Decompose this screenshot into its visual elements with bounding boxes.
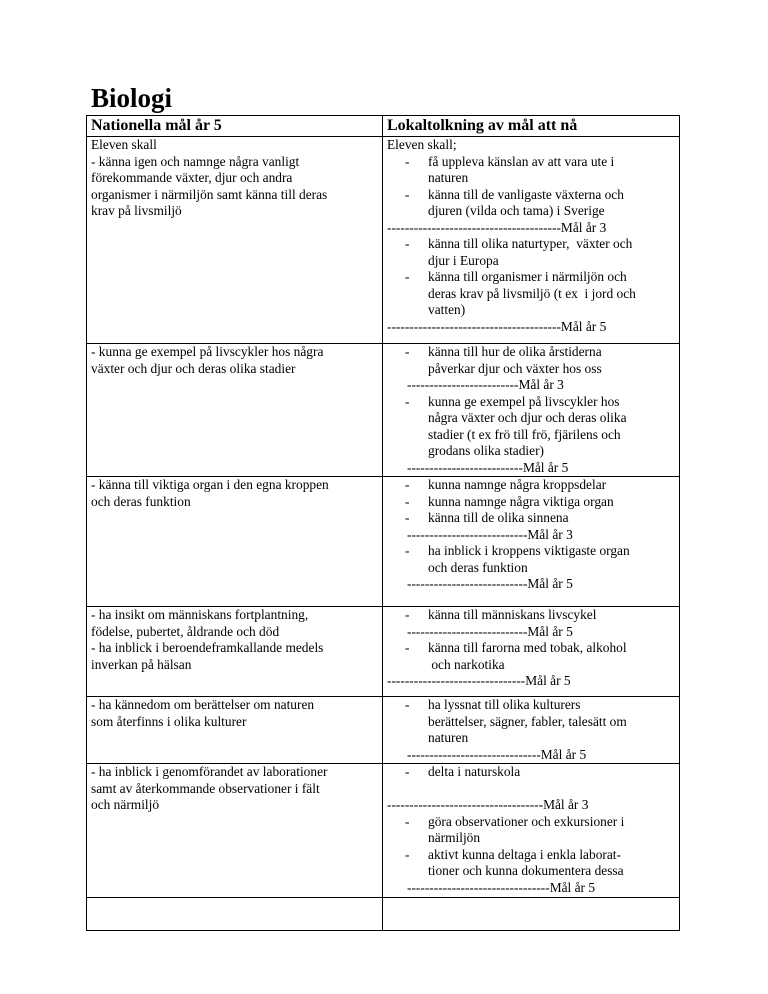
bullet-text-line: deras krav på livsmiljö (t ex i jord och bbox=[428, 285, 636, 301]
goal-text-line: - ha inblick i beroendeframkallande medels bbox=[91, 640, 324, 655]
intro-text: Eleven skall; bbox=[387, 137, 457, 152]
document-title: Biologi bbox=[91, 83, 173, 113]
dash-bullet-icon: - bbox=[405, 640, 410, 655]
goal-text-line: förekommande växter, djur och andra bbox=[91, 170, 293, 185]
bullet-text-line: påverkar djur och växter hos oss bbox=[428, 360, 602, 376]
table-row bbox=[87, 697, 680, 764]
bullet-text-line: djuren (vilda och tama) i Sverige bbox=[428, 203, 605, 218]
bullet-item bbox=[387, 847, 675, 880]
bullet-text-line: känna till de olika sinnena bbox=[428, 510, 569, 525]
bullet-text-line: närmiljön bbox=[428, 830, 481, 845]
local-goal-cell bbox=[383, 344, 680, 477]
dash-bullet-icon: - bbox=[405, 186, 410, 202]
local-goal-cell bbox=[383, 137, 680, 344]
table-row bbox=[87, 344, 680, 477]
goal-text-line: - känna till viktiga organ i den egna kroppen bbox=[91, 477, 329, 492]
bullet-text-line: berättelser, sägner, fabler, talesätt om bbox=[428, 713, 627, 729]
goal-text-line: inverkan på hälsan bbox=[91, 656, 192, 672]
bullet-text-line: ha inblick i kroppens viktigaste organ bbox=[428, 543, 630, 558]
goal-text-line: - kunna ge exempel på livscykler hos några bbox=[91, 344, 324, 359]
local-goal-cell bbox=[383, 697, 680, 764]
dash-bullet-icon: - bbox=[405, 607, 410, 622]
bullet-text-line: känna till olika naturtyper, växter och bbox=[428, 236, 633, 251]
goal-text-line: - ha inblick i genomförandet av laborationer bbox=[91, 764, 328, 779]
bullet-item bbox=[387, 543, 675, 576]
bullet-text-line: stadier (t ex frö till frö, fjärilens och bbox=[428, 426, 621, 442]
bullet-text-line: några växter och djur och deras olika bbox=[428, 410, 627, 425]
table-body bbox=[87, 137, 680, 931]
bullet-item bbox=[387, 814, 675, 847]
local-goal-cell bbox=[383, 607, 680, 697]
bullet-item bbox=[387, 494, 675, 511]
bullet-text-line: känna till hur de olika årstiderna bbox=[428, 344, 602, 359]
bullet-text-line: känna till de vanligaste växterna och bbox=[428, 186, 624, 202]
bullet-item bbox=[387, 187, 675, 220]
goal-text-line: Eleven skall bbox=[91, 137, 157, 152]
goal-level-separator: -------------------------Mål år 3 bbox=[407, 377, 564, 392]
goal-level-separator: -----------------------------------Mål år 3 bbox=[387, 797, 589, 812]
bullet-text-line: grodans olika stadier) bbox=[428, 443, 545, 458]
bullet-item bbox=[387, 697, 675, 747]
local-goal-cell bbox=[383, 477, 680, 607]
goal-level-separator: ---------------------------Mål år 3 bbox=[407, 526, 573, 542]
goal-text-line: krav på livsmiljö bbox=[91, 203, 182, 218]
bullet-text-line: få uppleva känslan av att vara ute i bbox=[428, 153, 615, 169]
local-goal-cell bbox=[383, 898, 680, 931]
local-goal-cell bbox=[383, 764, 680, 898]
dash-bullet-icon: - bbox=[405, 269, 410, 284]
bullet-text-line: kunna namnge några kroppsdelar bbox=[428, 477, 607, 492]
national-goal-cell bbox=[87, 898, 383, 931]
goals-table bbox=[86, 115, 680, 931]
dash-bullet-icon: - bbox=[405, 153, 410, 169]
goal-text-line: växter och djur och deras olika stadier bbox=[91, 360, 296, 376]
bullet-text-line: och deras funktion bbox=[428, 559, 528, 575]
bullet-text-line: kunna ge exempel på livscykler hos bbox=[428, 393, 620, 409]
goal-level-separator: ---------------------------------------Mål år 5 bbox=[387, 318, 607, 334]
bullet-text-line: djur i Europa bbox=[428, 252, 499, 268]
national-goal-cell bbox=[87, 344, 383, 477]
dash-bullet-icon: - bbox=[405, 813, 410, 829]
dash-bullet-icon: - bbox=[405, 493, 410, 509]
national-goal-cell bbox=[87, 477, 383, 607]
bullet-text-line: vatten) bbox=[428, 302, 466, 317]
bullet-item bbox=[387, 607, 675, 624]
bullet-item bbox=[387, 640, 675, 673]
bullet-text-line: naturen bbox=[428, 170, 469, 185]
blank-line bbox=[387, 781, 675, 798]
bullet-item bbox=[387, 154, 675, 187]
bullet-text-line: delta i naturskola bbox=[428, 764, 521, 779]
goal-level-separator: ---------------------------Mål år 5 bbox=[407, 623, 573, 639]
header-local-interpretation: Lokaltolkning av mål att nå bbox=[383, 116, 680, 137]
bullet-text-line: naturen bbox=[428, 730, 469, 745]
bullet-text-line: aktivt kunna deltaga i enkla laborat- bbox=[428, 846, 621, 862]
goal-text-line: - känna igen och namnge några vanligt bbox=[91, 153, 300, 169]
goal-level-separator: ---------------------------Mål år 5 bbox=[407, 576, 573, 591]
goal-text-line: samt av återkommande observationer i fält bbox=[91, 780, 320, 796]
dash-bullet-icon: - bbox=[405, 236, 410, 251]
bullet-item bbox=[387, 269, 675, 319]
goal-level-separator: -------------------------------Mål år 5 bbox=[387, 673, 571, 688]
bullet-item bbox=[387, 236, 675, 269]
goal-level-separator: ------------------------------Mål år 5 bbox=[407, 746, 587, 762]
bullet-item bbox=[387, 394, 675, 460]
bullet-item bbox=[387, 510, 675, 527]
dash-bullet-icon: - bbox=[405, 477, 410, 492]
table-row bbox=[87, 137, 680, 344]
dash-bullet-icon: - bbox=[405, 543, 410, 558]
table-row bbox=[87, 764, 680, 898]
national-goal-cell bbox=[87, 607, 383, 697]
bullet-text-line: göra observationer och exkursioner i bbox=[428, 813, 625, 829]
bullet-item bbox=[387, 344, 675, 377]
national-goal-cell bbox=[87, 137, 383, 344]
bullet-text-line: och narkotika bbox=[428, 656, 505, 672]
bullet-item bbox=[387, 764, 675, 781]
goal-text-line: organismer i närmiljön samt känna till deras bbox=[91, 186, 328, 202]
bullet-text-line: känna till människans livscykel bbox=[428, 607, 597, 622]
table-row bbox=[87, 477, 680, 607]
dash-bullet-icon: - bbox=[405, 393, 410, 409]
table-header-row bbox=[87, 116, 680, 137]
table-row bbox=[87, 898, 680, 931]
goal-level-separator: ---------------------------------------Mål år 3 bbox=[387, 219, 607, 235]
bullet-text-line: ha lyssnat till olika kulturers bbox=[428, 697, 581, 712]
bullet-text-line: känna till organismer i närmiljön och bbox=[428, 269, 627, 284]
bullet-text-line: känna till farorna med tobak, alkohol bbox=[428, 640, 627, 655]
header-national-goals: Nationella mål år 5 bbox=[87, 116, 383, 137]
bullet-text-line: kunna namnge några viktiga organ bbox=[428, 493, 614, 509]
bullet-text-line: tioner och kunna dokumentera dessa bbox=[428, 863, 624, 878]
dash-bullet-icon: - bbox=[405, 510, 410, 525]
table-row bbox=[87, 607, 680, 697]
goal-level-separator: --------------------------------Mål år 5 bbox=[407, 879, 596, 895]
goal-text-line: och deras funktion bbox=[91, 493, 191, 509]
goal-text-line: och närmiljö bbox=[91, 797, 160, 812]
dash-bullet-icon: - bbox=[405, 697, 410, 712]
goal-text-line: - ha kännedom om berättelser om naturen bbox=[91, 697, 315, 712]
goal-level-separator: --------------------------Mål år 5 bbox=[407, 459, 569, 475]
dash-bullet-icon: - bbox=[405, 344, 410, 359]
national-goal-cell bbox=[87, 697, 383, 764]
goal-text-line: - ha insikt om människans fortplantning, bbox=[91, 607, 309, 622]
dash-bullet-icon: - bbox=[405, 764, 410, 779]
goal-text-line: födelse, pubertet, åldrande och död bbox=[91, 623, 280, 639]
goal-text-line: som återfinns i olika kulturer bbox=[91, 713, 247, 729]
dash-bullet-icon: - bbox=[405, 846, 410, 862]
bullet-item bbox=[387, 477, 675, 494]
national-goal-cell bbox=[87, 764, 383, 898]
